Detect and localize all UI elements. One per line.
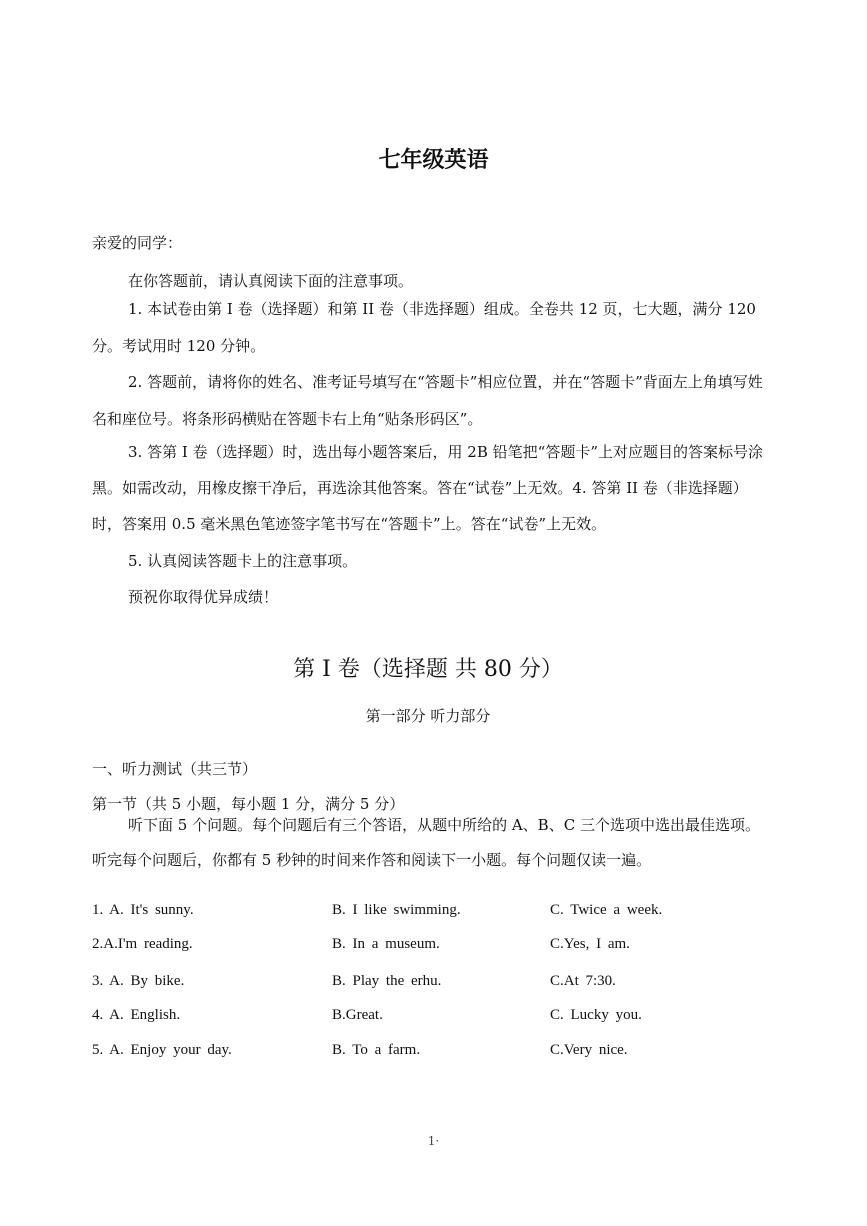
greeting: 亲爱的同学： bbox=[92, 234, 183, 252]
question-4-option-b: B.Great. bbox=[332, 1007, 383, 1023]
question-4-option-a: 4. A. English. bbox=[92, 1007, 181, 1023]
question-4-option-c: C. Lucky you. bbox=[550, 1007, 642, 1023]
notice-item-1: 1. 本试卷由第 I 卷（选择题）和第 II 卷（非选择题）组成。全卷共 12 页，七大题，满分 120 分。考试用时 120 分钟。 bbox=[92, 300, 756, 355]
part-title: 第一部分 听力部分 bbox=[365, 707, 491, 725]
question-1-option-c: C. Twice a week. bbox=[550, 902, 663, 918]
question-3-option-b: B. Play the erhu. bbox=[332, 973, 442, 989]
notice-item-5: 5. 认真阅读答题卡上的注意事项。 bbox=[128, 552, 358, 570]
question-5-option-a: 5. A. Enjoy your day. bbox=[92, 1042, 232, 1058]
page-title: 七年级英语 bbox=[378, 147, 489, 173]
notice-intro: 在你答题前，请认真阅读下面的注意事项。 bbox=[128, 272, 414, 290]
question-1-option-b: B. I like swimming. bbox=[332, 902, 461, 918]
question-2-option-c: C.Yes, I am. bbox=[550, 936, 630, 952]
listening-heading: 一、听力测试（共三节） bbox=[92, 760, 258, 778]
section-title: 第 I 卷（选择题 共 80 分） bbox=[293, 657, 563, 682]
question-2-option-a: 2.A.I'm reading. bbox=[92, 936, 193, 952]
question-3-option-c: C.At 7:30. bbox=[550, 973, 616, 989]
listening-instructions: 听下面 5 个问题。每个问题后有三个答语，从题中所给的 A、B、C 三个选项中选出最佳选项。听完每个问题后，你都有 5 秒钟的时间来作答和阅读下一小题。每个问题仅读一遍。 bbox=[92, 816, 760, 869]
question-3-option-a: 3. A. By bike. bbox=[92, 973, 185, 989]
notice-item-2: 2. 答题前，请将你的姓名、准考证号填写在“答题卡”相应位置，并在“答题卡”背面左上角填写姓名和座位号。将条形码横贴在答题卡右上角“贴条形码区”。 bbox=[92, 373, 763, 428]
notice-wish: 预祝你取得优异成绩！ bbox=[128, 588, 279, 606]
question-5-option-c: C.Very nice. bbox=[550, 1042, 628, 1058]
listening-subsection: 第一节（共 5 小题，每小题 1 分，满分 5 分） bbox=[92, 795, 405, 813]
page-number: 1· bbox=[427, 1134, 440, 1148]
question-1-option-a: 1. A. It's sunny. bbox=[92, 902, 194, 918]
question-5-option-b: B. To a farm. bbox=[332, 1042, 421, 1058]
question-2-option-b: B. In a museum. bbox=[332, 936, 440, 952]
notice-item-3: 3. 答第 I 卷（选择题）时，选出每小题答案后，用 2B 铅笔把“答题卡”上对应题目的答案标号涂黑。如需改动，用橡皮擦干净后，再选涂其他答案。答在“试卷”上无效。4. 答第 II 卷（非选择题）时，答案用 0.5 毫米黑色笔迹签字笔书写在“答题卡”上。答在“试卷”上无效。 bbox=[92, 443, 763, 533]
